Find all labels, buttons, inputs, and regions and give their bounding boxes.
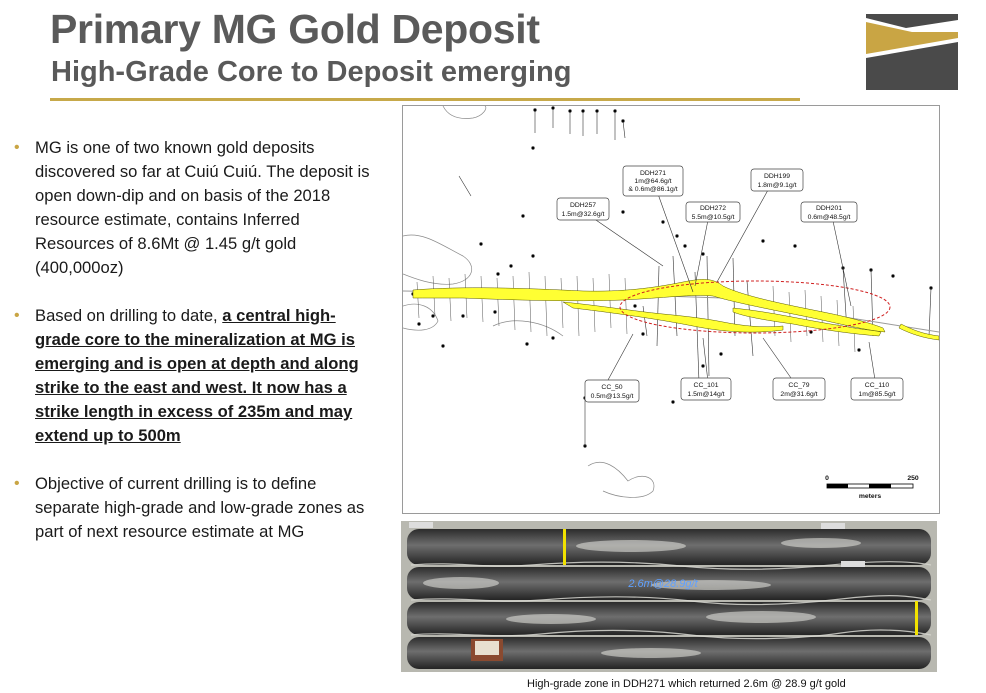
bullet-item: • Based on drilling to date, a central high-grade core to the mineralization at MG is emerging and is open at depth and along strike to the east and west. It now has a strike length in excess of 235m and may extend up to 500m (14, 304, 379, 448)
slide-subtitle: High-Grade Core to Deposit emerging (51, 56, 572, 88)
callout-ddh257 (557, 198, 609, 220)
svg-text:CC_50: CC_50 (601, 384, 623, 391)
svg-text:1.5m@32.6g/t: 1.5m@32.6g/t (561, 211, 605, 218)
callout-cc101 (681, 378, 731, 400)
title-rule (50, 98, 800, 101)
callout-ddh201 (801, 202, 857, 222)
svg-text:0.5m@13.5g/t: 0.5m@13.5g/t (590, 393, 634, 400)
svg-text:CC_110: CC_110 (864, 382, 890, 389)
underlined-emphasis: a central high-grade core to the mineralization at MG is emerging and is open at depth and along strike to the east and west. It now has a strike length in excess of 235m and may extend up to 500m (35, 306, 359, 445)
svg-text:DDH272: DDH272 (699, 205, 727, 212)
company-logo (866, 14, 958, 90)
core-interval-label: 2.6m@28.9g/t (628, 578, 698, 590)
svg-text:1.5m@14g/t: 1.5m@14g/t (687, 391, 725, 398)
callout-cc110 (851, 378, 903, 400)
svg-text:5.5m@10.5g/t: 5.5m@10.5g/t (691, 214, 735, 221)
callout-ddh199 (751, 169, 803, 191)
svg-text:0: 0 (825, 475, 829, 482)
svg-text:meters: meters (858, 493, 882, 500)
svg-text:DDH199: DDH199 (763, 173, 791, 180)
svg-text:1m@64.6g/t: 1m@64.6g/t (634, 178, 672, 185)
bullet-item: • MG is one of two known gold deposits discovered so far at Cuiú Cuiú. The deposit is open down-dip and on basis of the 2018 resource estimate, contains Inferred Resources of 8.6Mt @ 1.45 g/t gold (400,000oz) (14, 136, 379, 280)
svg-text:DDH201: DDH201 (815, 205, 843, 212)
svg-text:DDH271: DDH271 (639, 170, 667, 177)
svg-text:2m@31.6g/t: 2m@31.6g/t (780, 391, 818, 398)
mineralized-zone (413, 279, 939, 340)
figure-caption: High-grade zone in DDH271 which returned 2.6m @ 28.9 g/t gold (527, 678, 846, 690)
bullet-list (14, 136, 379, 544)
svg-text:250: 250 (907, 475, 919, 482)
svg-text:CC_79: CC_79 (788, 382, 810, 389)
drill-core-photo (401, 521, 937, 672)
svg-text:1.8m@9.1g/t: 1.8m@9.1g/t (757, 182, 797, 189)
drill-map (402, 105, 940, 514)
scale-bar (825, 475, 919, 500)
svg-text:& 0.6m@86.1g/t: & 0.6m@86.1g/t (628, 186, 678, 193)
callout-ddh271 (623, 166, 683, 196)
svg-text:1m@85.5g/t: 1m@85.5g/t (858, 391, 896, 398)
svg-text:0.6m@48.5g/t: 0.6m@48.5g/t (807, 214, 851, 221)
bullet-item: • Objective of current drilling is to define separate high-grade and low-grade zones as part of next resource estimate at MG (14, 472, 379, 544)
callout-cc50 (585, 380, 639, 402)
topo-outlines (403, 106, 654, 497)
svg-text:CC_101: CC_101 (693, 382, 719, 389)
callout-cc79 (773, 378, 825, 400)
slide-title: Primary MG Gold Deposit (50, 6, 540, 52)
callout-ddh272 (686, 202, 740, 222)
svg-text:DDH257: DDH257 (569, 202, 597, 209)
